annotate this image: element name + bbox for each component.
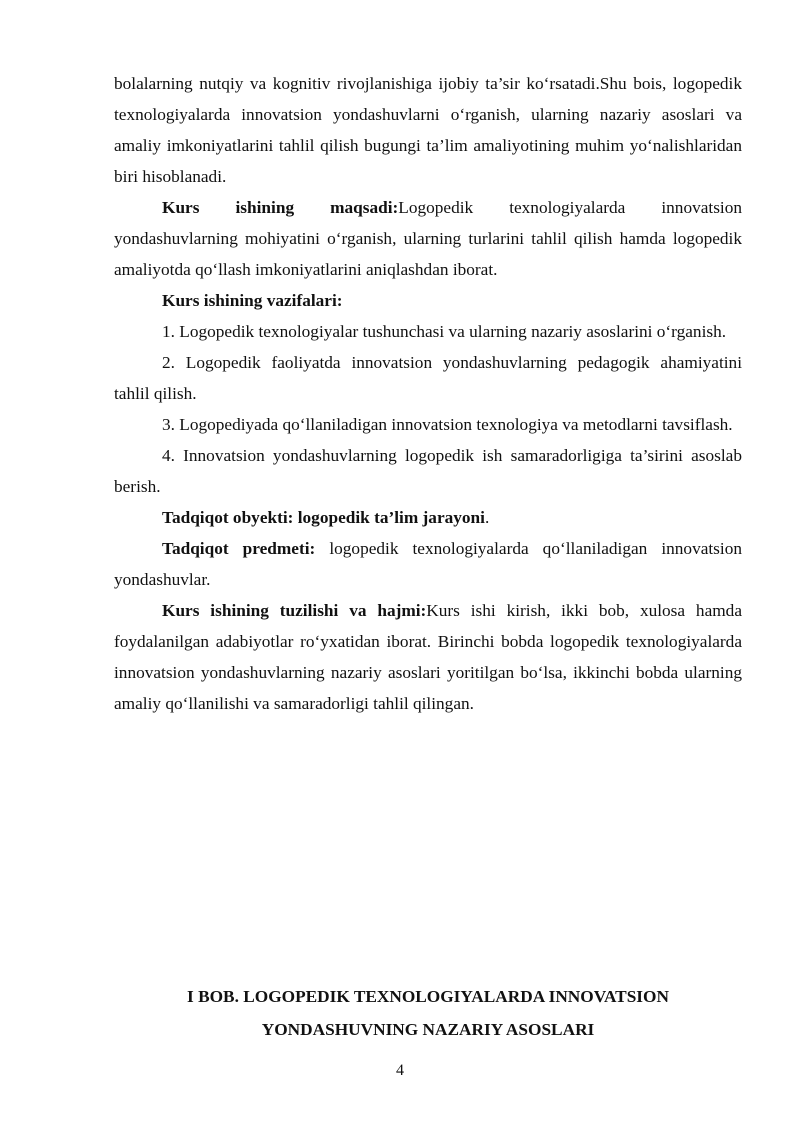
structure-text: Kurs ishi kirish, ikki bob, xulosa hamda foydalanilgan adabiyotlar ro‘yxatidan iborat. Birinchi bobda logopedik texnologiyalarda innovatsion yondashuvlarning nazariy asoslari yoritilgan bo‘lsa, ikkinchi bobda ularning amaliy qo‘llanilishi va samaradorligi tahlil qilingan. [114, 601, 742, 713]
goal-label: Kurs ishining maqsadi: [162, 198, 399, 217]
subject-text: logopedik texnologiyalarda qo‘llaniladigan innovatsion yondashuvlar. [114, 539, 742, 589]
structure-label: Kurs ishining tuzilishi va hajmi: [162, 601, 427, 620]
task-item-3: 3. Logopediyada qo‘llaniladigan innovatsion texnologiya va metodlarni tavsiflash. [162, 415, 733, 434]
object-text: . [484, 508, 490, 527]
page-number: 4 [396, 1062, 404, 1079]
object-label: Tadqiqot obyekti: logopedik ta’lim jarayoni [162, 508, 485, 527]
subject-paragraph [114, 533, 742, 595]
task-item-4: 4. Innovatsion yondashuvlarning logopedik ish samaradorligiga ta’sirini asoslab berish. [114, 446, 742, 496]
goal-paragraph [114, 192, 742, 285]
document-body [114, 68, 742, 719]
tasks-heading [114, 285, 742, 316]
structure-paragraph [114, 595, 742, 719]
object-paragraph [114, 502, 742, 533]
task-item-1: 1. Logopedik texnologiyalar tushunchasi va ularning nazariy asoslarini o‘rganish. [162, 322, 727, 341]
tasks-label: Kurs ishining vazifalari: [162, 291, 343, 310]
subject-label: Tadqiqot predmeti: [162, 539, 316, 558]
goal-text: Logopedik texnologiyalarda innovatsion yondashuvlarning mohiyatini o‘rganish, ularning turlarini tahlil qilish hamda logopedik amaliyotda qo‘llash imkoniyatlarini aniqlashdan iborat. [114, 198, 742, 279]
intro-paragraph: bolalarning nutqiy va kognitiv rivojlanishiga ijobiy ta’sir ko‘rsatadi.Shu bois, logopedik texnologiyalarda innovatsion yondashuvlarni o‘rganish, ularning nazariy asoslari va amaliy imkoniyatlarini tahlil qilish bugungi ta’lim amaliyotining muhim yo‘nalishlaridan biri hisoblanadi. [114, 74, 742, 186]
task-item-2: 2. Logopedik faoliyatda innovatsion yondashuvlarning pedagogik ahamiyatini tahlil qilish. [114, 353, 742, 403]
chapter-heading-line-2: YONDASHUVNING NAZARIY ASOSLARI [261, 1020, 595, 1039]
chapter-heading [114, 980, 742, 1046]
chapter-heading-line-1: I BOB. LOGOPEDIK TEXNOLOGIYALARDA INNOVATSION [187, 987, 669, 1006]
